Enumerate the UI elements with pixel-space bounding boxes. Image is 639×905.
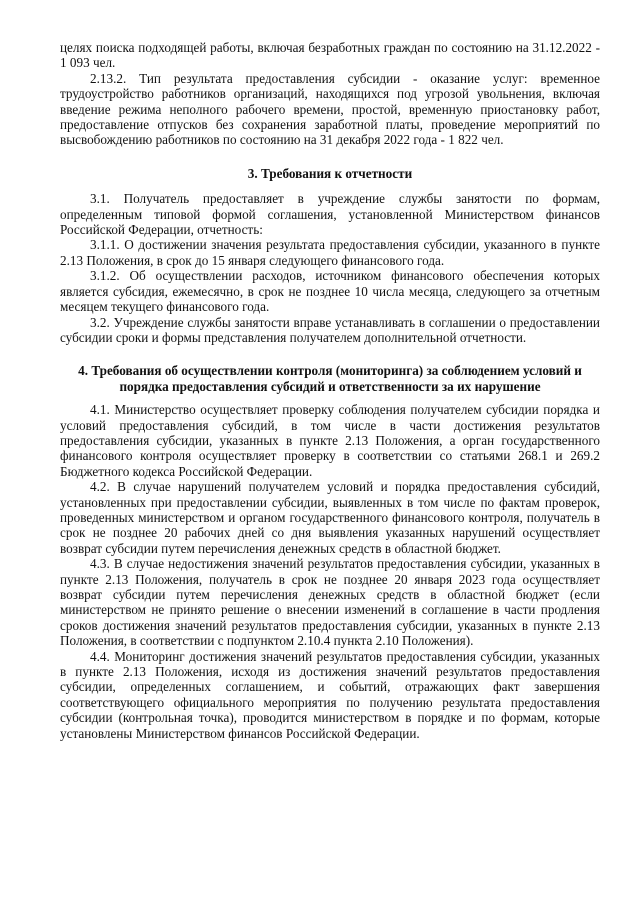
- section-3-heading: 3. Требования к отчетности: [247, 165, 413, 181]
- paragraph-3-1: 3.1. Получатель предоставляет в учреждение службы занятости по формам, определенным типовой формой соглашения, установленной Министерством финансов Российской Федерации, отчетность:: [60, 191, 600, 238]
- paragraph-4-2: 4.2. В случае нарушений получателем условий и порядка предоставления субсидий, установленных при предоставлении субсидии, выявленных в том числе по фактам проверок, проведенных министерством и органом государственного финансового контроля, получатель в срок не позднее 20 рабочих дней со дня выявления указанных нарушений осуществляет возврат субсидии путем перечисления денежных средств в областной бюджет.: [60, 479, 600, 556]
- paragraph-3-1-2: 3.1.2. Об осуществлении расходов, источником финансового обеспечения которых является субсидия, ежемесячно, в срок не позднее 10 числа месяца, следующего за отчетным месяцем текущего финансового года.: [60, 268, 600, 315]
- paragraph-2-13-2: 2.13.2. Тип результата предоставления субсидии - оказание услуг: временное трудоустройство работников организаций, находящихся под угрозой увольнения, включая введение режима неполного рабочего времени, простой, временную приостановку работ, предоставление отпусков без сохранения заработной платы, проведение мероприятий по высвобождению работников по состоянию на 31 декабря 2022 года - 1 822 чел.: [60, 70, 600, 148]
- paragraph-4-1: 4.1. Министерство осуществляет проверку соблюдения получателем субсидии порядка и условий предоставления субсидий, в том числе в части достижения результатов предоставления субсидии, указанных в пункте 2.13 Положения, а орган государственного финансового контроля осуществляет проверку в соответствии со статьями 268.1 и 269.2 Бюджетного кодекса Российской Федерации.: [60, 402, 600, 479]
- paragraph-4-4: 4.4. Мониторинг достижения значений результатов предоставления субсидии, указанных в пункте 2.13 Положения, исходя из достижения значений результатов предоставления субсидии, определенных соглашением, и событий, отражающих факт завершения соответствующего официального мероприятия по получению результата предоставления субсидии (контрольная точка), проводится министерством в порядке и по формам, которые установлены Министерством финансов Российской Федерации.: [60, 648, 600, 741]
- paragraph-4-3: 4.3. В случае недостижения значений результатов предоставления субсидии, указанных в пункте 2.13 Положения, получатель в срок не позднее 20 января 2023 года осуществляет возврат субсидии путем перечисления денежных средств в областной бюджет (если министерством не принято решение о внесении изменений в соглашение в части продления сроков достижения значений результатов предоставления субсидии, указанных в пункте 2.13 Положения, в соответствии с подпунктом 2.10.4 пункта 2.10 Положения).: [60, 556, 600, 649]
- paragraph-3-1-1: 3.1.1. О достижении значения результата предоставления субсидии, указанного в пункте 2.13 Положения, в срок до 15 января следующего финансового года.: [60, 237, 600, 268]
- paragraph-continuation: целях поиска подходящей работы, включая безработных граждан по состоянию на 31.12.2022 - 1 093 чел.: [60, 40, 600, 71]
- section-4-heading: 4. Требования об осуществлении контроля (мониторинга) за соблюдением условий и порядка предоставления субсидий и ответственности за их нарушение: [78, 363, 582, 394]
- document-page: [60, 40, 600, 741]
- paragraph-3-2: 3.2. Учреждение службы занятости вправе устанавливать в соглашении о предоставлении субсидии сроки и формы представления получателем дополнительной отчетности.: [60, 314, 600, 345]
